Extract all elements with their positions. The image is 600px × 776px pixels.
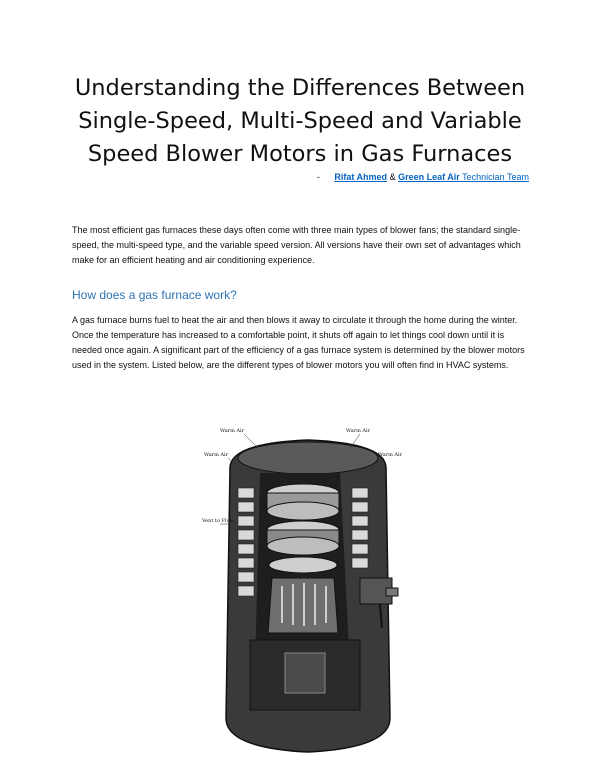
author-link[interactable]: Rifat Ahmed [334,172,388,182]
label-warm-air-top-right: Warm Air [346,428,371,434]
label-warm-air-mid-left: Warm Air [204,452,229,458]
intro-paragraph: The most efficient gas furnaces these days often come with three main types of blower fans; the standard single-speed, the multi-speed type, and the variable speed version. All versions have their own set of advantages which make for an efficient heating and air conditioning experience. [72,225,521,265]
company-link[interactable] [398,172,529,182]
company-name: Green Leaf Air [398,172,460,182]
byline-ampersand: & [389,172,396,182]
furnace-cutaway-illustration [200,418,415,758]
section-body: A gas furnace burns fuel to heat the air and then blows it away to circulate it through the home during the winter. Once the temperature has increased to a comfortable point, it shuts off again to let things cool down until it is needed once again. A significant part of the efficiency of a gas furnace system is determined by the blower motors used in the system. Listed below, are the different types of blower motors you will often find in HVAC systems. [72,315,525,370]
byline-dash: - [316,172,320,182]
label-warm-air-mid-right: Warm Air [378,452,403,458]
document-title: Understanding the Differences Between Single-Speed, Multi-Speed and Variable Speed Blower Motors in Gas Furnaces [74,75,526,167]
byline [317,172,529,182]
section-heading: How does a gas furnace work? [72,288,237,302]
team-name: Technician Team [462,172,529,182]
label-vent-to-flue: Vent to Flue [202,518,233,524]
label-warm-air-top-left: Warm Air [220,428,245,434]
